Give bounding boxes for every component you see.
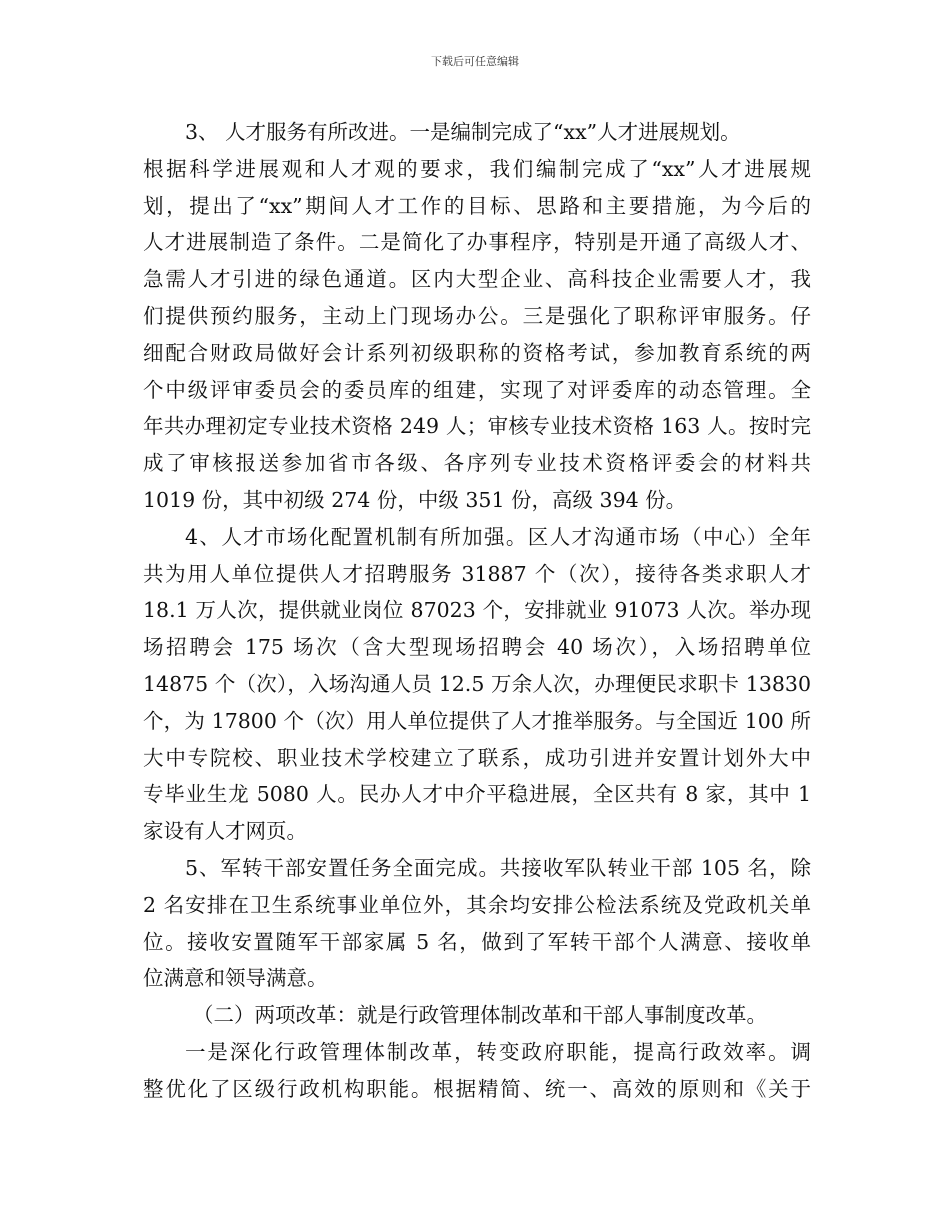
paragraph-line: 人才进展制造了条件。二是简化了办事程序，特别是开通了高级人才、 — [143, 230, 811, 255]
section-heading: （二）两项改革：就是行政管理体制改革和干部人事制度改革。 — [193, 1003, 767, 1028]
paragraph-line: 划，提出了“xx”期间人才工作的目标、思路和主要措施，为今后的 — [143, 193, 811, 218]
paragraph-line: 细配合财政局做好会计系列初级职称的资格考试，参加教育系统的两 — [143, 340, 811, 365]
paragraph-line: 18.1 万人次，提供就业岗位 87023 个，安排就业 91073 人次。举办现 — [143, 598, 811, 623]
paragraph-line: 4、人才市场化配置机制有所加强。区人才沟通市场（中心）全年 — [185, 524, 811, 549]
paragraph-line: 位满意和领导满意。 — [143, 966, 328, 991]
paragraph-line: 家设有人才网页。 — [143, 819, 307, 844]
paragraph-line: 14875 个（次），入场沟通人员 12.5 万余人次，办理便民求职卡 13830 — [143, 671, 811, 696]
paragraph-line: 共为用人单位提供人才招聘服务 31887 个（次），接待各类求职人才 — [143, 561, 811, 586]
paragraph-line: 场招聘会 175 场次（含大型现场招聘会 40 场次），入场招聘单位 — [143, 635, 811, 660]
paragraph-line: 根据科学进展观和人才观的要求，我们编制完成了“xx”人才进展规 — [143, 156, 811, 181]
paragraph-line: 一是深化行政管理体制改革，转变政府职能，提高行政效率。调 — [185, 1039, 811, 1064]
paragraph-line: 成了审核报送参加省市各级、各序列专业技术资格评委会的材料共 — [143, 451, 811, 476]
document-body — [143, 114, 811, 1108]
paragraph-line: 3、 人才服务有所改进。一是编制完成了“xx”人才进展规划。 — [185, 120, 741, 144]
paragraph-line: 年共办理初定专业技术资格 249 人；审核专业技术资格 163 人。按时完 — [143, 414, 811, 439]
paragraph-line: 2 名安排在卫生系统事业单位外，其余均安排公检法系统及党政机关单 — [143, 892, 811, 917]
paragraph-line: 专毕业生龙 5080 人。民办人才中介平稳进展，全区共有 8 家，其中 1 — [143, 782, 811, 807]
paragraph-line: 1019 份，其中初级 274 份，中级 351 份，高级 394 份。 — [143, 487, 687, 512]
paragraph-line: 5、军转干部安置任务全面完成。共接收军队转业干部 105 名，除 — [185, 855, 811, 880]
paragraph-line: 位。接收安置随军干部家属 5 名，做到了军转干部个人满意、接收单 — [143, 929, 811, 954]
page-header: 下载后可任意编辑 — [431, 55, 519, 68]
paragraph-line: 急需人才引进的绿色通道。区内大型企业、高科技企业需要人才，我 — [143, 267, 811, 292]
paragraph-line: 整优化了区级行政机构职能。根据精简、统一、高效的原则和《关于 — [143, 1076, 811, 1101]
paragraph-line: 大中专院校、职业技术学校建立了联系，成功引进并安置计划外大中 — [143, 745, 811, 770]
paragraph-line: 们提供预约服务，主动上门现场办公。三是强化了职称评审服务。仔 — [143, 303, 811, 328]
paragraph-line: 个中级评审委员会的委员库的组建，实现了对评委库的动态管理。全 — [143, 377, 811, 402]
paragraph-line: 个，为 17800 个（次）用人单位提供了人才推举服务。与全国近 100 所 — [143, 708, 811, 733]
